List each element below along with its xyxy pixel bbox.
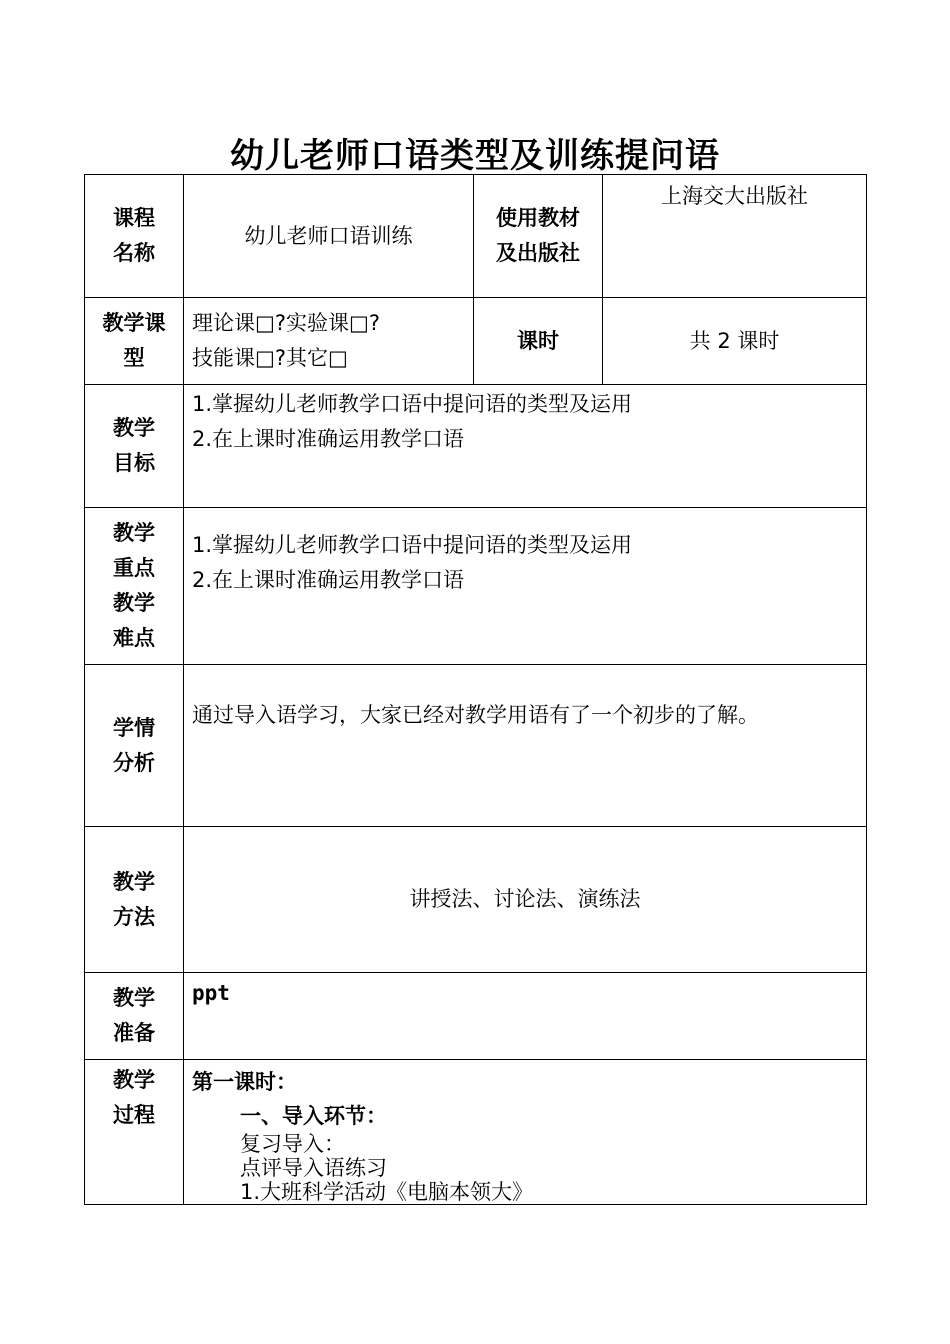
- lesson-type-line: 技能课□?其它□: [192, 346, 348, 370]
- label-material: 使用教材 及出版社: [474, 175, 603, 298]
- label-process: 教学 过程: [85, 1060, 184, 1205]
- process-content: [184, 1060, 867, 1205]
- material-value: 上海交大出版社: [603, 175, 867, 298]
- analysis-content: 通过导入语学习，大家已经对教学用语有了一个初步的了解。: [184, 665, 867, 827]
- row-analysis: [85, 665, 867, 827]
- course-name-value: 幼儿老师口语训练: [184, 175, 474, 298]
- page-title: 幼儿老师口语类型及训练提问语: [230, 136, 720, 176]
- lesson-type-line: 理论课□?实验课□?: [192, 311, 380, 335]
- row-objectives: [85, 385, 867, 508]
- row-process: [85, 1060, 867, 1205]
- row-methods: [85, 827, 867, 973]
- label-methods: 教学 方法: [85, 827, 184, 973]
- row-lesson-type: [85, 298, 867, 385]
- list-item: 1.掌握幼儿老师教学口语中提问语的类型及运用: [192, 533, 633, 557]
- label-hours: 课时: [474, 298, 603, 385]
- label-analysis: 学情 分析: [85, 665, 184, 827]
- hours-value: 共 2 课时: [603, 298, 867, 385]
- lesson-type-options: [184, 298, 474, 385]
- list-item: 1.掌握幼儿老师教学口语中提问语的类型及运用: [192, 392, 633, 416]
- process-line: 1.大班科学活动《电脑本领大》: [240, 1180, 534, 1204]
- list-item: 2.在上课时准确运用教学口语: [192, 568, 465, 592]
- list-item: 2.在上课时准确运用教学口语: [192, 427, 465, 451]
- process-line: 复习导入：: [240, 1132, 345, 1156]
- process-line: 点评导入语练习: [240, 1156, 387, 1180]
- key-points-content: [184, 508, 867, 665]
- objectives-content: [184, 385, 867, 508]
- row-key-points: [85, 508, 867, 665]
- methods-content: 讲授法、讨论法、演练法: [184, 827, 867, 973]
- label-objectives: 教学 目标: [85, 385, 184, 508]
- row-preparation: [85, 973, 867, 1060]
- row-course-name: [85, 175, 867, 298]
- preparation-content: ppt: [184, 973, 867, 1060]
- process-heading: 第一课时：: [192, 1070, 297, 1094]
- label-key-points: 教学 重点 教学 难点: [85, 508, 184, 665]
- label-lesson-type: 教学课 型: [85, 298, 184, 385]
- label-preparation: 教学 准备: [85, 973, 184, 1060]
- process-subheading: 一、导入环节：: [240, 1104, 387, 1128]
- lesson-plan-table: [84, 174, 867, 1205]
- label-course-name: 课程 名称: [85, 175, 184, 298]
